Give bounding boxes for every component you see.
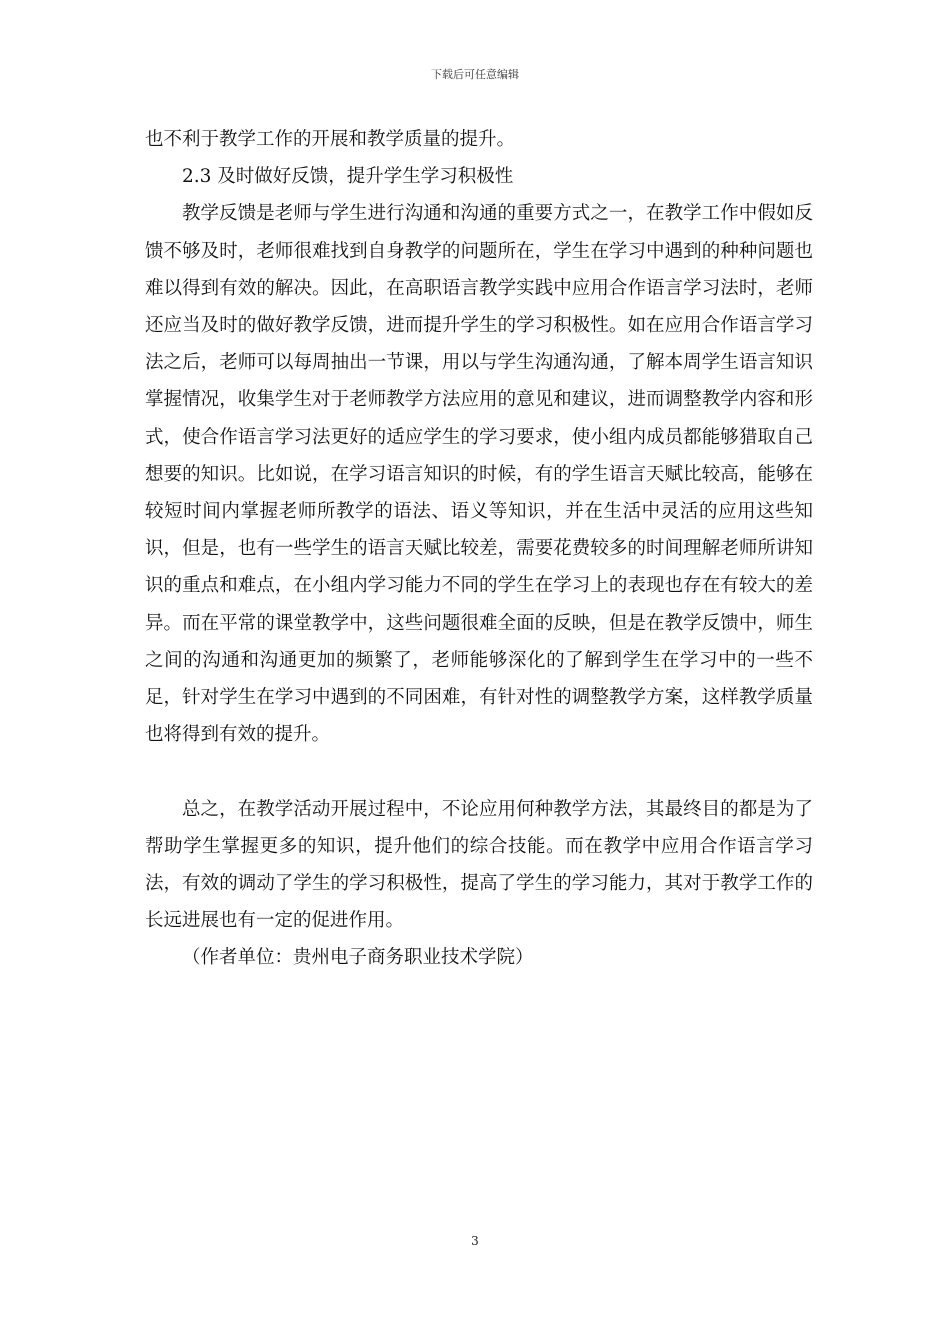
feedback-paragraph: 教学反馈是老师与学生进行沟通和沟通的重要方式之一，在教学工作中假如反馈不够及时，老师很难找到自身教学的问题所在，学生在学习中遇到的种种问题也难以得到有效的解决。因此，在高职语言教学实践中应用合作语言学习法时，老师还应当及时的做好教学反馈，进而提升学生的学习积极性。如在应用合作语言学习法之后，老师可以每周抽出一节课，用以与学生沟通沟通，了解本周学生语言知识掌握情况，收集学生对于老师教学方法应用的意见和建议，进而调整教学内容和形式，使合作语言学习法更好的适应学生的学习要求，使小组内成员都能够猎取自己想要的知识。比如说，在学习语言知识的时候，有的学生语言天赋比较高，能够在较短时间内掌握老师所教学的语法、语义等知识，并在生活中灵活的应用这些知识，但是，也有一些学生的语言天赋比较差，需要花费较多的时间理解老师所讲知识的重点和难点，在小组内学习能力不同的学生在学习上的表现也存在有较大的差异。而在平常的课堂教学中，这些问题很难全面的反映，但是在教学反馈中，师生之间的沟通和沟通更加的频繁了，老师能够深化的了解到学生在学习中的一些不足，针对学生在学习中遇到的不同困难，有针对性的调整教学方案，这样教学质量也将得到有效的提升。: [145, 203, 813, 746]
conclusion-paragraph: 总之，在教学活动开展过程中，不论应用何种教学方法，其最终目的都是为了帮助学生掌握更多的知识，提升他们的综合技能。而在教学中应用合作语言学习法，有效的调动了学生的学习积极性，提高了学生的学习能力，其对于教学工作的长远进展也有一定的促进作用。: [145, 798, 813, 932]
section-heading: 2.3 及时做好反馈，提升学生学习积极性: [182, 166, 514, 188]
page-number: 3: [471, 1234, 479, 1248]
document-body: [145, 121, 813, 977]
author-affiliation: （作者单位：贵州电子商务职业技术学院）: [182, 947, 534, 969]
page-header: 下载后可任意编辑: [431, 68, 519, 81]
continuation-paragraph: 也不利于教学工作的开展和教学质量的提升。: [145, 129, 516, 150]
paragraph-spacer: [145, 753, 813, 790]
